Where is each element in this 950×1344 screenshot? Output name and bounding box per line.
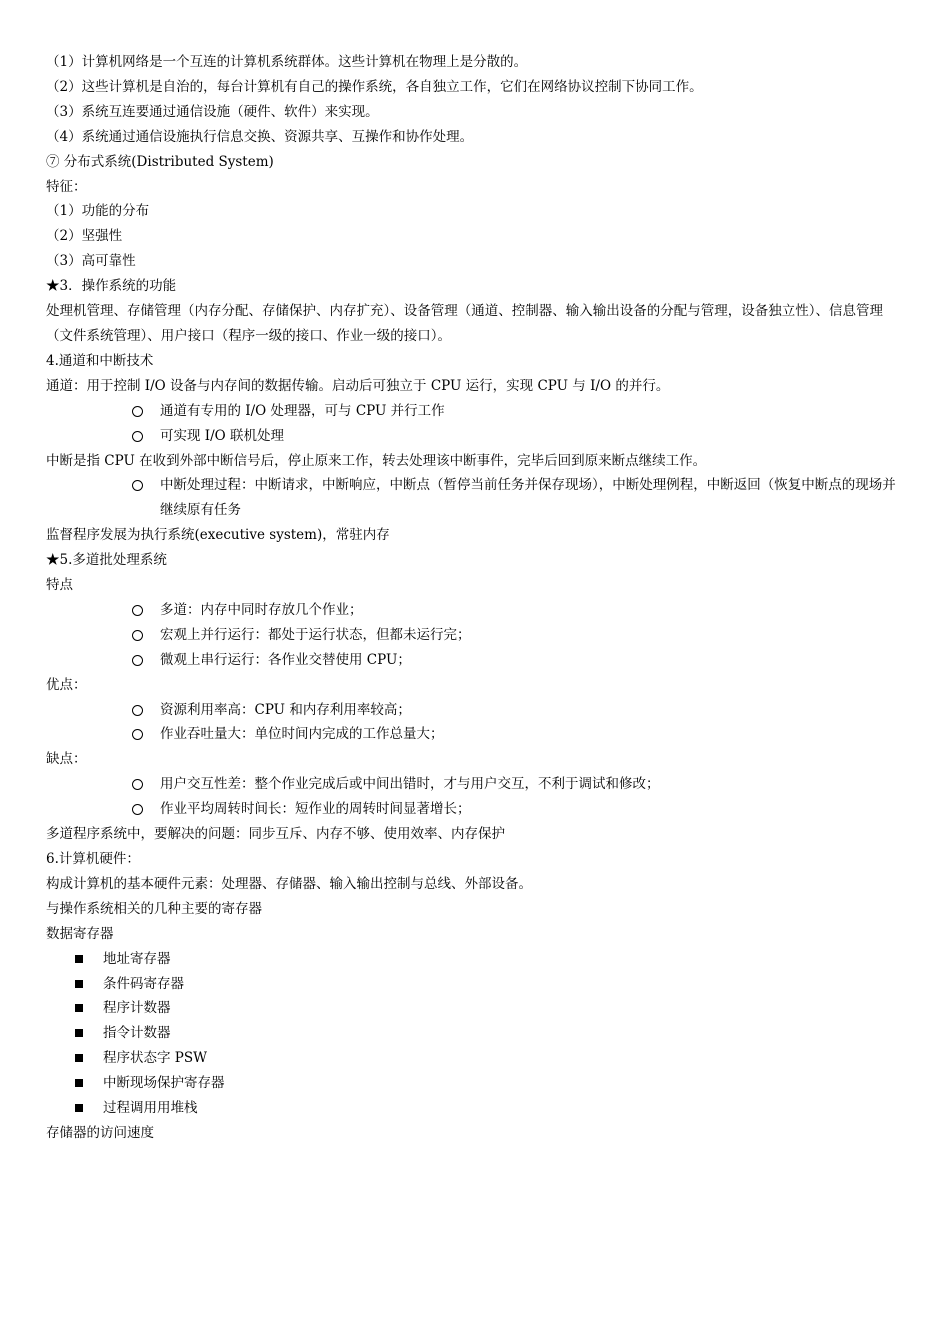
list-item	[46, 623, 908, 648]
square-bullet-icon	[75, 1071, 103, 1096]
text-line: 中断是指 CPU 在收到外部中断信号后，停止原来工作，转去处理该中断事件，完毕后回到原来断点继续工作。	[46, 452, 707, 469]
text-line: 与操作系统相关的几种主要的寄存器	[46, 900, 262, 917]
list-item	[46, 797, 908, 822]
list-item-text: 作业吞吐量大：单位时间内完成的工作总量大；	[160, 726, 444, 743]
list-item-text: 资源利用率高：CPU 和内存利用率较高；	[160, 701, 411, 718]
list-item-text: 过程调用用堆栈	[103, 1100, 198, 1117]
circle-bullet-icon	[132, 598, 160, 623]
text-line: 6.计算机硬件：	[46, 851, 140, 867]
text-line: （4）系统通过通信设施执行信息交换、资源共享、互操作和协作处理。	[46, 128, 474, 145]
list-item-text: 程序状态字 PSW	[103, 1050, 207, 1067]
paragraph: 处理机管理、存储管理（内存分配、存储保护、内存扩充）、设备管理（通道、控制器、输入输出设备的分配与管理，设备独立性）、信息管理（文件系统管理）、用户接口（程序一级的接口、作业一级的接口）。	[46, 303, 883, 344]
text-line: （1）计算机网络是一个互连的计算机系统群体。这些计算机在物理上是分散的。	[46, 54, 528, 70]
list-item	[46, 772, 908, 797]
circle-bullet-icon	[132, 772, 160, 797]
circle-bullet-icon	[132, 648, 160, 673]
square-bullet-icon	[75, 947, 103, 972]
list-item	[46, 424, 908, 449]
document-body	[46, 50, 908, 1146]
circle-bullet-icon	[132, 722, 160, 747]
list-item-text: 用户交互性差：整个作业完成后或中间出错时，才与用户交互，不利于调试和修改；	[160, 776, 660, 793]
circle-bullet-icon	[132, 698, 160, 723]
list-item	[46, 399, 908, 424]
list-item-text: 可实现 I/O 联机处理	[160, 427, 285, 444]
list-item-text: 微观上串行运行：各作业交替使用 CPU；	[160, 651, 411, 668]
text-line: 特点	[46, 577, 73, 594]
text-line: ⑦ 分布式系统(Distributed System)	[46, 153, 274, 170]
list-item-text: 多道：内存中同时存放几个作业；	[160, 601, 363, 618]
circle-bullet-icon	[132, 473, 160, 498]
text-line: 存储器的访问速度	[46, 1124, 154, 1141]
text-line: 4.通道和中断技术	[46, 352, 154, 369]
square-bullet-icon	[75, 1021, 103, 1046]
text-line: 数据寄存器	[46, 925, 114, 942]
square-bullet-icon	[75, 972, 103, 997]
text-line: 特征：	[46, 178, 87, 195]
list-item	[46, 996, 908, 1021]
text-line: 优点：	[46, 676, 87, 693]
text-line: 构成计算机的基本硬件元素：处理器、存储器、输入输出控制与总线、外部设备。	[46, 875, 532, 892]
list-item	[46, 947, 908, 972]
list-item	[46, 698, 908, 723]
text-line: 通道：用于控制 I/O 设备与内存间的数据传输。启动后可独立于 CPU 运行，实现 CPU 与 I/O 的并行。	[46, 377, 670, 394]
list-item-text: 中断处理过程：中断请求，中断响应，中断点（暂停当前任务并保存现场），中断处理例程，中断返回（恢复中断点的现场并继续原有任务	[160, 477, 896, 519]
text-line: （2）坚强性	[46, 228, 123, 245]
text-line: ★3．操作系统的功能	[46, 278, 177, 295]
square-bullet-icon	[75, 996, 103, 1021]
list-item	[46, 1046, 908, 1071]
list-item	[46, 1096, 908, 1121]
list-item-text: 程序计数器	[103, 1000, 171, 1017]
text-line: （1）功能的分布	[46, 203, 150, 220]
text-line: （3）系统互连要通过通信设施（硬件、软件）来实现。	[46, 103, 379, 120]
square-bullet-icon	[75, 1046, 103, 1071]
list-item-text: 宏观上并行运行：都处于运行状态，但都未运行完；	[160, 626, 471, 643]
list-item	[46, 1021, 908, 1046]
list-item	[46, 473, 908, 523]
text-line: 监督程序发展为执行系统(executive system)，常驻内存	[46, 527, 390, 544]
text-line: （3）高可靠性	[46, 253, 136, 270]
list-item	[46, 972, 908, 997]
list-item-text: 中断现场保护寄存器	[103, 1075, 225, 1092]
list-item-text: 条件码寄存器	[103, 975, 184, 992]
text-line: （2）这些计算机是自治的，每台计算机有自己的操作系统，各自独立工作，它们在网络协议控制下协同工作。	[46, 78, 703, 95]
list-item	[46, 648, 908, 673]
text-line: 缺点：	[46, 751, 87, 768]
list-item-text: 指令计数器	[103, 1025, 171, 1042]
list-item	[46, 598, 908, 623]
list-item-text: 作业平均周转时间长：短作业的周转时间显著增长；	[160, 801, 471, 818]
list-item-text: 通道有专用的 I/O 处理器，可与 CPU 并行工作	[160, 402, 445, 419]
list-item	[46, 722, 908, 747]
text-line: ★5.多道批处理系统	[46, 552, 167, 569]
list-item-text: 地址寄存器	[103, 950, 171, 967]
circle-bullet-icon	[132, 424, 160, 449]
circle-bullet-icon	[132, 623, 160, 648]
text-line: 多道程序系统中，要解决的问题：同步互斥、内存不够、使用效率、内存保护	[46, 826, 505, 843]
circle-bullet-icon	[132, 399, 160, 424]
circle-bullet-icon	[132, 797, 160, 822]
list-item	[46, 1071, 908, 1096]
square-bullet-icon	[75, 1096, 103, 1121]
